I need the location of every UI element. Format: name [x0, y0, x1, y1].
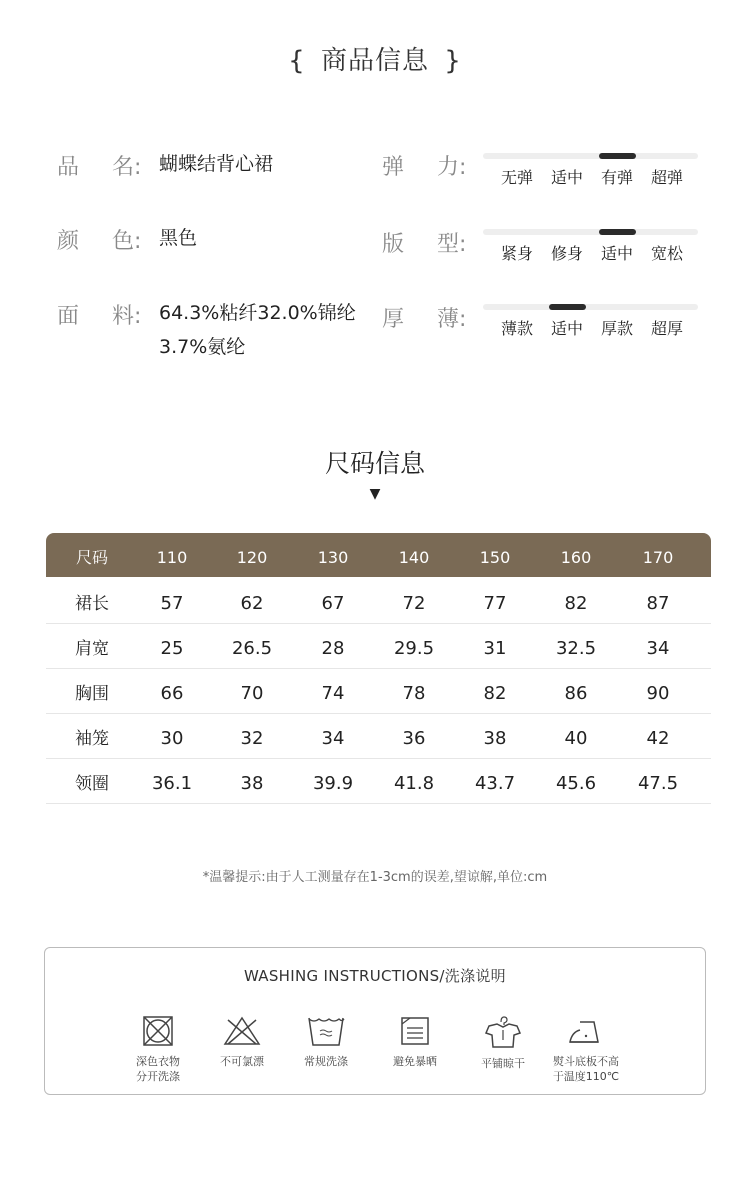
row-label: 领圈 — [75, 774, 109, 794]
row-label: 袖笼 — [75, 729, 109, 749]
scale-option: 超厚 — [650, 319, 683, 338]
table-cell: 36 — [402, 728, 426, 749]
wash-item — [458, 1014, 548, 1071]
scale-option: 修身 — [550, 244, 583, 263]
table-cell: 74 — [321, 683, 345, 704]
table-cell: 77 — [483, 593, 507, 614]
table-cell: 39.9 — [312, 773, 354, 794]
wash-tub-icon — [306, 1014, 346, 1048]
table-cell: 86 — [564, 683, 588, 704]
header-cell: 150 — [479, 548, 511, 567]
scale-selected-mark — [599, 153, 636, 159]
wash-item — [197, 1014, 287, 1069]
flat-dry-icon — [483, 1014, 523, 1050]
title-text: 商品信息 — [320, 46, 429, 76]
table-cell: 87 — [646, 593, 670, 614]
section-title-product-info — [0, 40, 750, 77]
scale-option: 适中 — [550, 168, 583, 187]
wash-item — [370, 1014, 460, 1069]
table-cell: 34 — [321, 728, 345, 749]
table-cell: 47.5 — [637, 773, 679, 794]
measurement-note: *温馨提示:由于人工测量存在1-3cm的误差,望谅解,单位:cm — [202, 870, 548, 885]
brace-close: } — [444, 46, 462, 76]
table-cell: 34 — [646, 638, 670, 659]
table-cell: 38 — [483, 728, 507, 749]
table-cell: 57 — [160, 593, 184, 614]
row-label: 裙长 — [75, 594, 109, 614]
scale-option: 适中 — [550, 319, 583, 338]
row-label: 肩宽 — [75, 639, 109, 659]
table-cell: 41.8 — [393, 773, 435, 794]
table-cell: 42 — [646, 728, 670, 749]
no-bleach-icon — [222, 1014, 262, 1048]
shade-dry-icon — [398, 1014, 432, 1048]
table-cell: 62 — [240, 593, 264, 614]
table-cell: 82 — [483, 683, 507, 704]
scale-selected-mark — [599, 229, 636, 235]
table-cell: 25 — [160, 638, 184, 659]
wash-item — [281, 1014, 371, 1069]
washing-instructions-box — [44, 947, 706, 1095]
table-cell: 30 — [160, 728, 184, 749]
fabric-value-line2: 3.7%氨纶 — [159, 336, 246, 358]
table-cell: 45.6 — [555, 773, 597, 794]
table-row — [46, 714, 711, 759]
scale-option: 薄款 — [500, 319, 533, 338]
fabric-value — [159, 296, 356, 364]
header-cell: 尺码 — [75, 548, 108, 567]
table-cell: 26.5 — [231, 638, 273, 659]
wash-text: 深色衣物 分开洗涤 — [136, 1055, 180, 1083]
table-cell: 28 — [321, 638, 345, 659]
header-cell: 140 — [398, 548, 430, 567]
table-cell: 32.5 — [555, 638, 597, 659]
scale-track — [483, 304, 698, 310]
wash-item — [541, 1014, 631, 1084]
wash-text: 平铺晾干 — [481, 1057, 525, 1070]
table-row — [46, 669, 711, 714]
scale-selected-mark — [549, 304, 586, 310]
scale-track — [483, 153, 698, 159]
header-cell: 110 — [156, 548, 188, 567]
color-value: 黑色 — [159, 227, 198, 249]
scale-option: 超弹 — [650, 168, 683, 187]
washing-title: WASHING INSTRUCTIONS/洗涤说明 — [243, 967, 506, 985]
table-cell: 82 — [564, 593, 588, 614]
table-cell: 70 — [240, 683, 264, 704]
table-cell: 78 — [402, 683, 426, 704]
fabric-value-line1: 64.3%粘纤32.0%锦纶 — [159, 302, 356, 324]
row-label: 胸围 — [75, 684, 109, 704]
table-row — [46, 624, 711, 669]
wash-text: 常规洗涤 — [304, 1055, 348, 1068]
scale-track — [483, 229, 698, 235]
header-cell: 120 — [236, 548, 268, 567]
table-row — [46, 579, 711, 624]
scale-option: 有弹 — [600, 168, 633, 187]
scale-option: 厚款 — [600, 319, 633, 338]
table-cell: 90 — [646, 683, 670, 704]
scale-option: 适中 — [600, 244, 633, 263]
wash-text: 不可氯漂 — [220, 1055, 264, 1068]
down-arrow-icon: ▼ — [369, 486, 381, 502]
table-cell: 38 — [240, 773, 264, 794]
wash-item — [113, 1014, 203, 1084]
wash-text: 熨斗底板不高 于温度110℃ — [552, 1055, 620, 1083]
scale-option: 宽松 — [650, 244, 683, 263]
wash-text: 避免暴晒 — [393, 1055, 437, 1068]
table-cell: 67 — [321, 593, 345, 614]
table-cell: 36.1 — [151, 773, 193, 794]
size-table-header — [46, 533, 711, 577]
table-row — [46, 759, 711, 804]
table-cell: 31 — [483, 638, 507, 659]
table-cell: 72 — [402, 593, 426, 614]
no-tumble-dry-icon — [141, 1014, 175, 1048]
name-value: 蝴蝶结背心裙 — [159, 153, 274, 175]
brace-open: { — [288, 46, 306, 76]
table-cell: 29.5 — [393, 638, 435, 659]
table-cell: 66 — [160, 683, 184, 704]
scale-option: 紧身 — [500, 244, 533, 263]
header-cell: 130 — [317, 548, 349, 567]
header-cell: 160 — [560, 548, 592, 567]
size-section-title: 尺码信息 — [324, 449, 425, 478]
table-cell: 40 — [564, 728, 588, 749]
iron-icon — [566, 1014, 606, 1048]
header-cell: 170 — [642, 548, 674, 567]
table-cell: 43.7 — [474, 773, 516, 794]
scale-option: 无弹 — [500, 168, 533, 187]
table-cell: 32 — [240, 728, 264, 749]
